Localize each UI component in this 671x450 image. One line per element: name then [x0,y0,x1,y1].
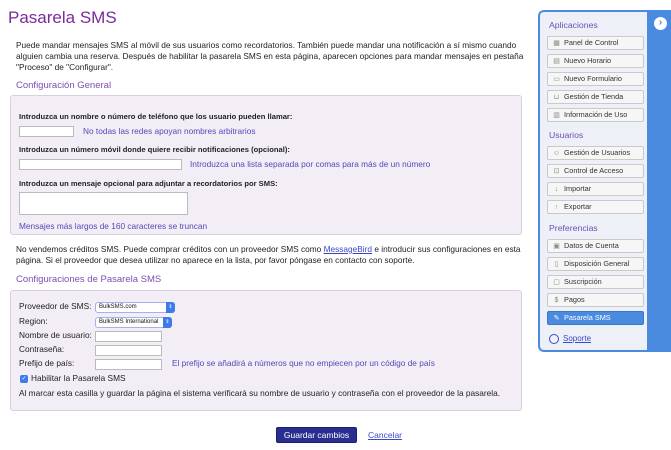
import-icon: ↓ [554,186,559,193]
region-selected: BulkSMS International [99,319,159,325]
username-label: Nombre de usuario: [19,330,92,340]
export-icon: ↑ [554,204,559,211]
sms-icon: ✎ [553,315,560,322]
sidebar-section-title: Aplicaciones [549,20,598,30]
provider-label: Proveedor de SMS: [19,301,92,311]
sidebar-strip [647,12,671,350]
calendar-icon: ▤ [553,58,560,65]
gateway-note: Al marcar esta casilla y guardar la página el sistema verificará su nombre de usuario y contraseña con el proveedor de la pasarela. [19,388,501,398]
enable-gateway-checkbox[interactable] [20,375,28,383]
form-icon: ▭ [553,76,560,83]
intro-text: Puede mandar mensajes SMS al móvil de sus usuarios como recordatorios. También puede mandar una notificación a sí mismo cuando alguien cambia una reserva. Después de habilitar la pasarela SMS en esta página, aparecen opciones para mandar mensajes en pestaña "Proceso" de "Configurar". [16,40,524,72]
sidebar-item-label: Pagos [564,295,585,304]
sidebar-item-pasarela-sms[interactable] [547,311,644,325]
save-button[interactable]: Guardar cambios [276,427,357,443]
credits-after: e introducir sus configuraciones en esta página. Si el proveedor que desea utilizar no aparece en la lista, por favor póngase en contacto con soporte. [16,244,521,265]
sidebar-section-title: Preferencias [549,223,598,233]
sidebar-item-suscripcion[interactable] [547,275,644,289]
region-select[interactable] [95,317,172,328]
sidebar-item-gestion-de-usuarios[interactable] [547,146,644,160]
lock-icon: ⊡ [553,168,560,175]
sidebar-item-label: Suscripción [564,277,602,286]
sidebar-item-label: Nuevo Formulario [564,74,622,83]
sender-hint: No todas las redes apoyan nombres arbitrarios [83,126,256,136]
credits-before: No vendemos créditos SMS. Puede comprar créditos con un proveedor SMS como [16,244,324,254]
mobile-input[interactable] [19,159,182,170]
sidebar-item-exportar[interactable] [547,200,644,214]
sidebar-item-label: Datos de Cuenta [564,241,619,250]
password-label: Contraseña: [19,344,65,354]
support-link-wrap [549,334,591,344]
message-label: Introduzca un mensaje opcional para adjuntar a recordatorios por SMS: [19,179,278,188]
sidebar-item-datos-de-cuenta[interactable] [547,239,644,253]
message-hint: Mensajes más largos de 160 caracteres se truncan [19,221,208,231]
dollar-icon: $ [554,297,559,304]
username-input[interactable] [95,331,162,342]
gateway-section-title: Configuraciones de Pasarela SMS [16,274,162,285]
lifebuoy-icon [549,334,559,344]
user-icon: ☺ [552,150,561,157]
support-link[interactable]: Soporte [563,334,592,344]
subscription-icon: ▢ [553,279,560,286]
region-label: Region: [19,316,48,326]
layout-icon: ▯ [554,261,559,268]
sidebar-item-nuevo-horario[interactable] [547,54,644,68]
select-arrows-icon: ⇕ [166,302,175,313]
sidebar-item-nuevo-formulario[interactable] [547,72,644,86]
gateway-panel [10,290,522,411]
sidebar-item-label: Gestión de Usuarios [564,148,631,157]
sidebar-item-label: Importar [564,184,592,193]
prefix-input[interactable] [95,359,162,370]
sidebar-section-title: Usuarios [549,130,584,140]
sidebar-item-label: Pasarela SMS [564,313,611,322]
sender-input[interactable] [19,126,74,137]
mobile-label: Introduzca un número móvil donde quiere recibir notificaciones (opcional): [19,145,290,154]
sidebar-item-pagos[interactable] [547,293,644,307]
check-icon: ✓ [21,376,27,382]
cart-icon: ⊔ [553,94,560,101]
messagebird-link[interactable]: MessageBird [323,244,373,254]
sidebar-item-label: Panel de Control [564,38,619,47]
sidebar-item-importar[interactable] [547,182,644,196]
page-title: Pasarela SMS [8,8,117,27]
cancel-link[interactable]: Cancelar [368,430,403,440]
sidebar-item-label: Gestión de Tienda [564,92,624,101]
sidebar-item-gestion-de-tienda[interactable] [547,90,644,104]
sidebar-item-label: Nuevo Horario [564,56,612,65]
sidebar-item-disposicion-general[interactable] [547,257,644,271]
provider-selected: BulkSMS.com [99,304,137,310]
sidebar-item-label: Disposición General [564,259,630,268]
chevron-right-icon[interactable]: › [654,17,667,30]
sidebar-item-label: Información de Uso [564,110,628,119]
sidebar-item-label: Control de Acceso [564,166,624,175]
sidebar-item-panel-de-control[interactable] [547,36,644,50]
chart-icon: ▥ [553,112,560,119]
select-arrows-icon: ⇕ [163,317,172,328]
message-textarea[interactable] [19,192,188,215]
prefix-hint: El prefijo se añadirá a números que no empiecen por un código de país [172,358,435,368]
general-section-title: Configuración General [16,80,112,91]
grid-icon: ▦ [553,40,560,47]
sidebar-item-control-de-acceso[interactable] [547,164,644,178]
account-icon: ▣ [553,243,560,250]
enable-gateway-label: Habilitar la Pasarela SMS [31,373,126,383]
provider-select[interactable] [95,302,175,313]
credits-text [16,244,528,266]
sidebar-item-informacion-de-uso[interactable] [547,108,644,122]
sidebar-item-label: Exportar [564,202,592,211]
password-input[interactable] [95,345,162,356]
mobile-hint: Introduzca una lista separada por comas para más de un número [190,159,431,169]
prefix-label: Prefijo de país: [19,358,75,368]
sidebar [538,10,671,352]
sender-label: Introduzca un nombre o número de teléfono que los usuario pueden llamar: [19,112,293,121]
general-panel [10,95,522,235]
